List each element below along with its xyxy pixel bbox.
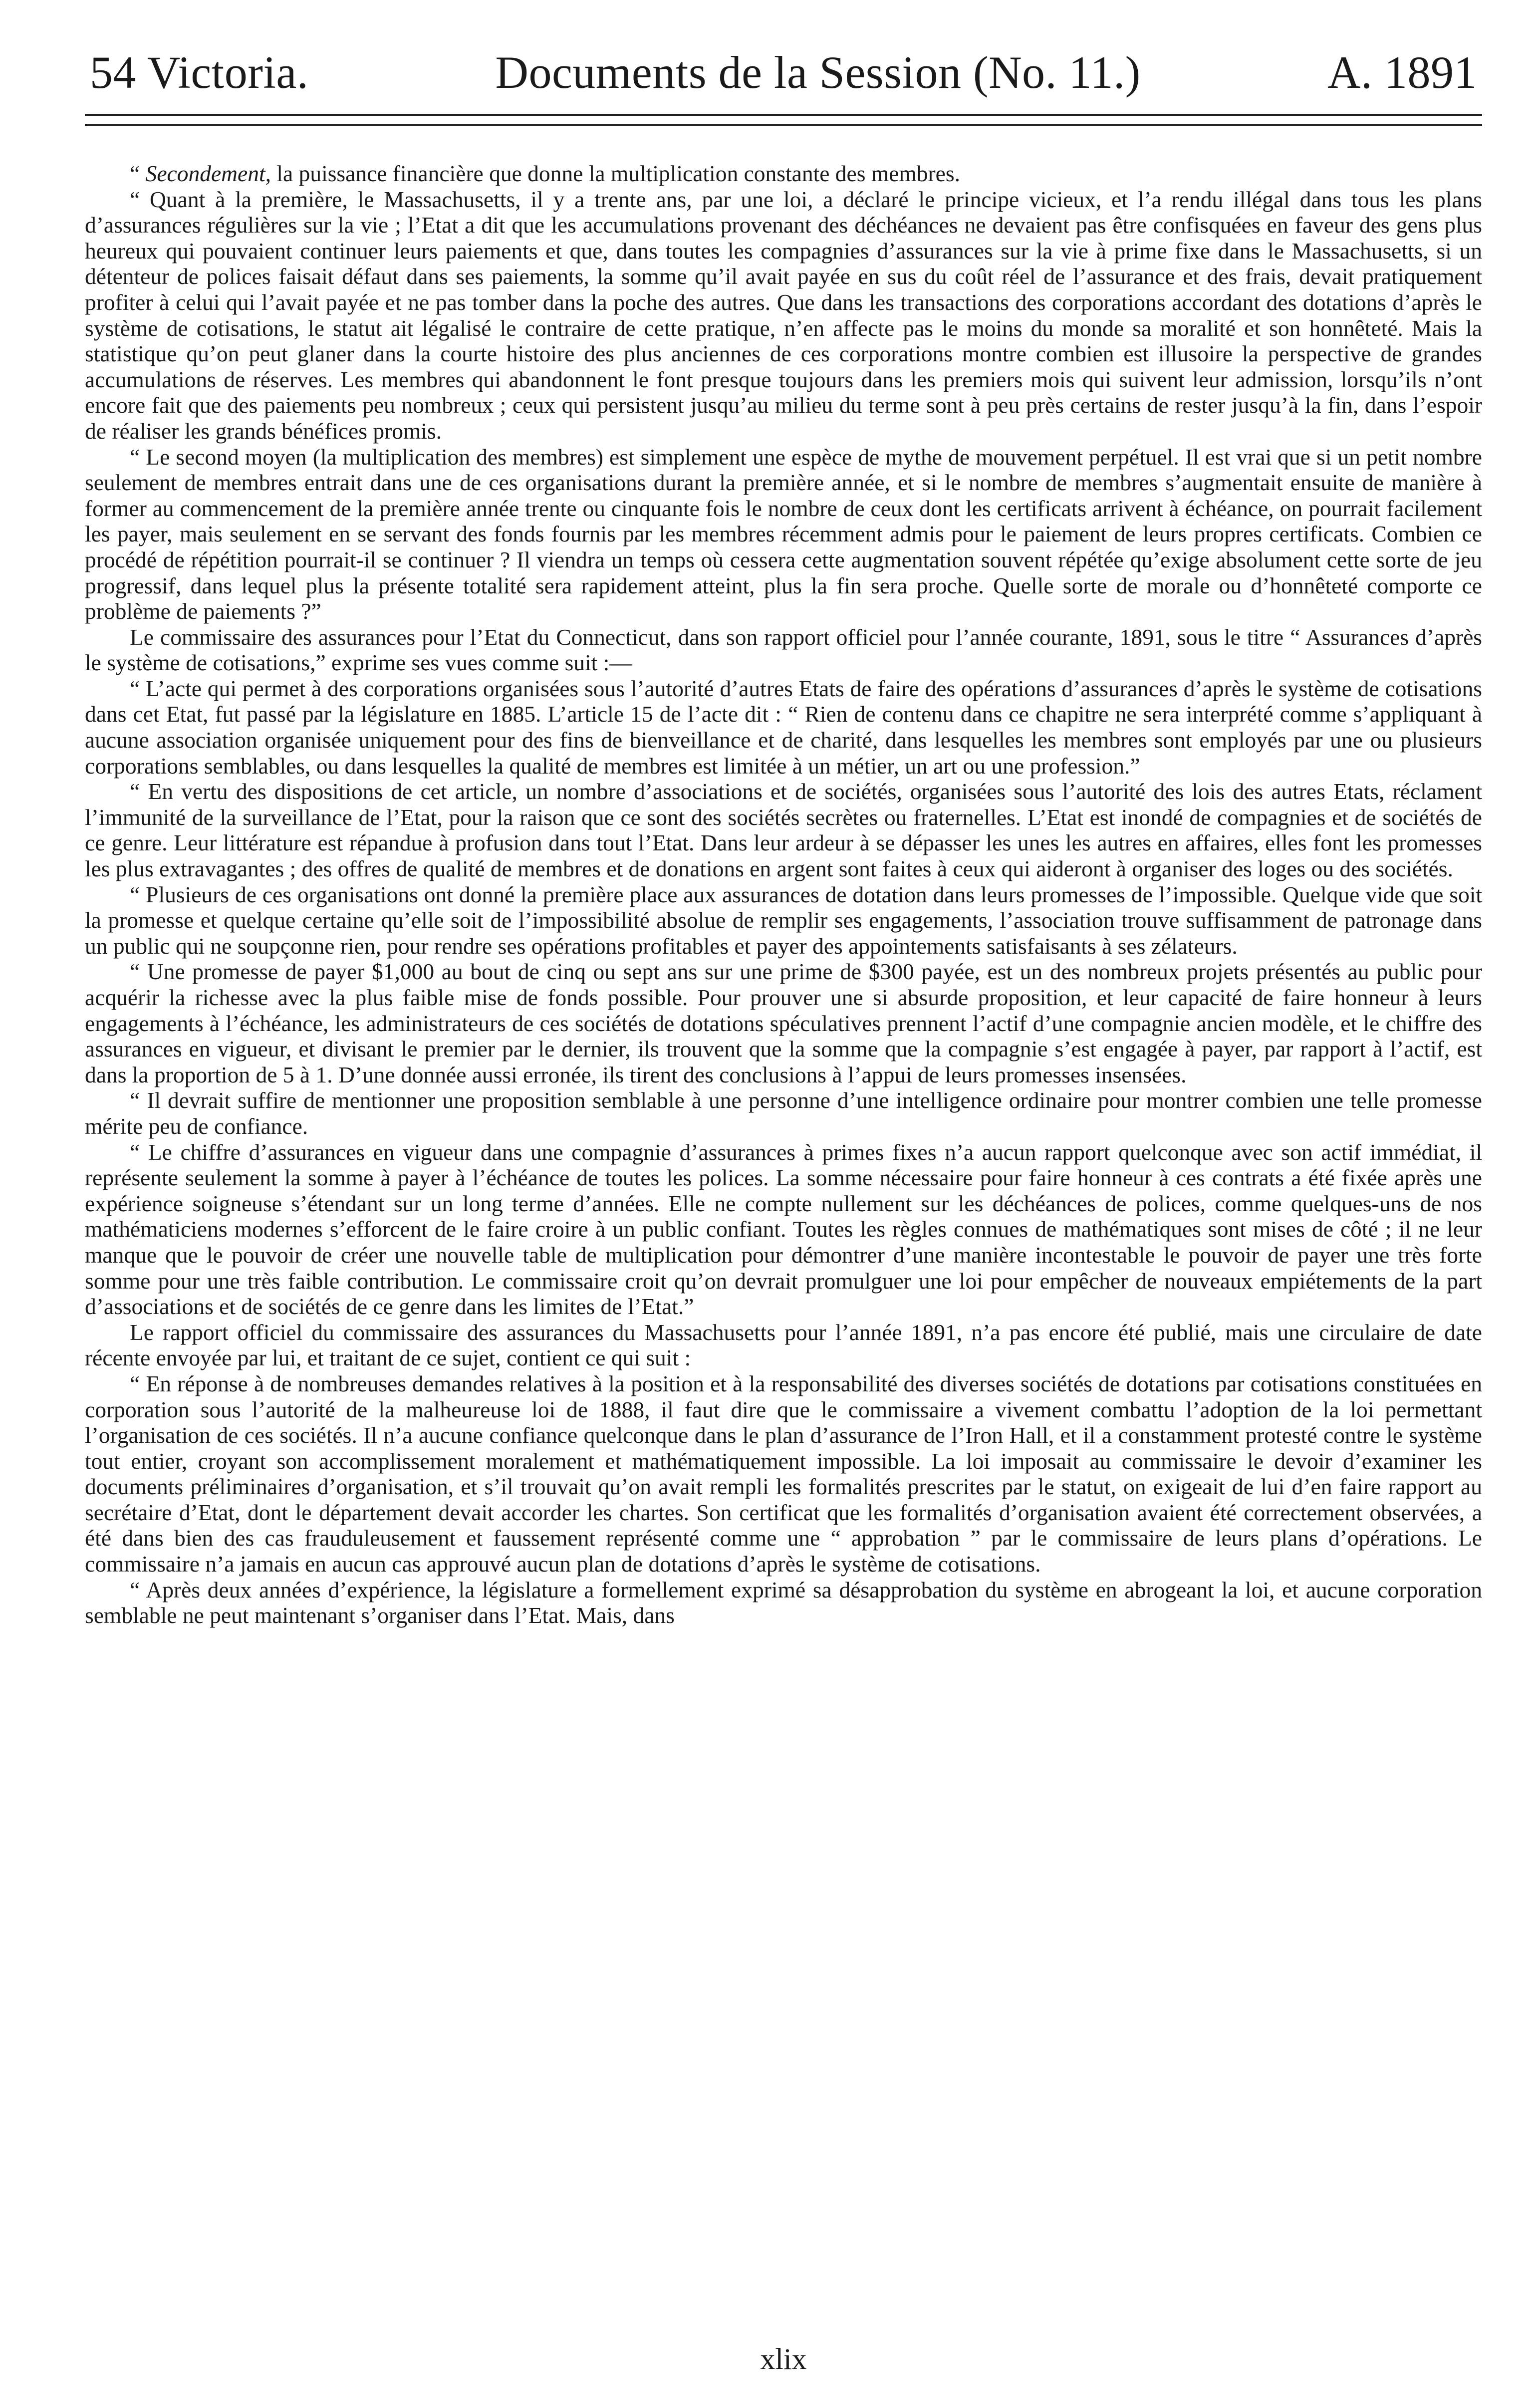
- header-rule: [85, 114, 1482, 126]
- header-year: A. 1891: [1327, 47, 1477, 98]
- paragraph-text: la puissance financière que donne la multiplication constante des membres.: [270, 161, 960, 186]
- body-text: [85, 161, 1482, 1628]
- page-number: xlix: [760, 2343, 807, 2376]
- header-title: Documents de la Session (No. 11.): [495, 47, 1141, 98]
- paragraph: “ Plusieurs de ces organisations ont donné la première place aux assurances de dotation dans leurs promesses de l’impossible. Quelque vide que soit la promesse et quelque certaine qu’elle soit de l’impossibilité absolue de remplir ses engagements, l’association trouve suffisamment de patronage dans un public qui ne soupçonne rien, pour rendre ses opérations profitables et payer des appointements satisfaisants à ses zélateurs.: [85, 881, 1482, 959]
- running-header: [85, 45, 1482, 100]
- italic-lead: Secondement,: [145, 161, 271, 186]
- paragraph: “ Le second moyen (la multiplication des membres) est simplement une espèce de mythe de mouvement perpétuel. Il est vrai que si un petit nombre seulement de membres entrait dans une de ces organisations durant la première année, et si le nombre de membres s’augmentait ensuite de manière à former au commencement de la première année trente ou cinquante fois le nombre de ceux dont les certificats arrivent à échéance, on pourrait facilement les payer, mais seulement en se servant des fonds fournis par les membres récemment admis pour le paiement de leurs propres certificats. Combien ce procédé de répétition pourrait-il se continuer ? Il viendra un temps où cessera cette augmentation souvent répétée qu’exige absolument cette sorte de jeu progressif, dans lequel plus la présente totalité sera rapidement atteint, plus la fin sera proche. Quelle sorte de morale ou d’honnêteté comporte ce problème de paiements ?”: [85, 444, 1482, 624]
- header-volume: 54 Victoria.: [90, 47, 309, 98]
- paragraph: “ Quant à la première, le Massachusetts, il y a trente ans, par une loi, a déclaré le principe vicieux, et l’a rendu illégal dans tous les plans d’assurances régulières sur la vie ; l’Etat a dit que les accumulations provenant des déchéances ne devaient pas être confisquées en faveur des gens plus heureux qui pouvaient continuer leurs paiements et que, dans toutes les compagnies d’assurances sur la vie à prime fixe dans le Massachusetts, si un détenteur de polices faisait défaut dans ses paiements, la somme qu’il avait payée en sus du coût réel de l’assurance et des frais, devait pratiquement profiter à celui qui l’avait payée et ne pas tomber dans la poche des autres. Que dans les transactions des corporations accordant des dotations d’après le système de cotisations, le statut ait légalisé le contraire de cette pratique, n’en affecte pas le moins du monde sa moralité et son honnêteté. Mais la statistique qu’on peut glaner dans la courte histoire des plus anciennes de ces corporations montre combien est illusoire la perspective de grandes accumulations de réserves. Les membres qui abandonnent le font presque toujours dans les premiers mois qui suivent leur admission, lorsqu’ils n’ont encore fait que des paiements peu nombreux ; ceux qui persistent jusqu’au milieu du terme sont à peu près certains de rester jusqu’à la fin, dans l’espoir de réaliser les grands bénéfices promis.: [85, 186, 1482, 444]
- paragraph: “ Le chiffre d’assurances en vigueur dans une compagnie d’assurances à primes fixes n’a aucun rapport quelconque avec son actif immédiat, il représente seulement la somme à payer à l’échéance de toutes les polices. La somme nécessaire pour faire honneur à ces contrats a été fixée après une expérience soigneuse s’étendant sur un long terme d’années. Elle ne compte nullement sur les déchéances de polices, comme quelques-uns de nos mathématiciens modernes s’efforcent de le faire croire à un public confiant. Toutes les règles connues de mathématiques sont mises de côté ; il ne leur manque que le pouvoir de créer une nouvelle table de multiplication pour démontrer d’une manière incontestable le pouvoir de payer une très forte somme pour une très faible contribution. Le commissaire croit qu’on devrait promulguer une loi pour empêcher de nouveaux empiétements de la part d’associations et de sociétés de ce genre dans les limites de l’Etat.”: [85, 1139, 1482, 1320]
- paragraph: “ En réponse à de nombreuses demandes relatives à la position et à la responsabilité des diverses sociétés de dotations par cotisations constituées en corporation sous l’autorité de la malheureuse loi de 1888, il faut dire que le commissaire a vivement combattu l’adoption de la loi permettant l’organisation de ces sociétés. Il n’a aucune confiance quelconque dans le plan d’assurance de l’Iron Hall, et il a constamment protesté contre le système tout entier, croyant son accomplissement moralement et mathématiquement impossible. La loi imposait au commissaire le devoir d’examiner les documents préliminaires d’organisation, et s’il trouvait qu’on avait rempli les formalités prescrites par le statut, on exigeait de lui d’en faire rapport au secrétaire d’Etat, dont le département devait accorder les chartes. Son certificat que les formalités d’organisation avaient été correctement observées, a été dans bien des cas frauduleusement et faussement représenté comme une “ approbation ” par le commissaire de leurs plans d’opérations. Le commissaire n’a jamais en aucun cas approuvé aucun plan de dotations d’après le système de cotisations.: [85, 1370, 1482, 1577]
- paragraph: Le rapport officiel du commissaire des assurances du Massachusetts pour l’année 1891, n’a pas encore été publié, mais une circulaire de date récente envoyée par lui, et traitant de ce sujet, contient ce qui suit :: [85, 1319, 1482, 1371]
- paragraph: “ Après deux années d’expérience, la législature a formellement exprimé sa désapprobation du système en abrogeant la loi, et aucune corporation semblable ne peut maintenant s’organiser dans l’Etat. Mais, dans: [85, 1577, 1482, 1628]
- paragraph: “ L’acte qui permet à des corporations organisées sous l’autorité d’autres Etats de faire des opérations d’assurances d’après le système de cotisations dans cet Etat, fut passé par la législature en 1885. L’article 15 de l’acte dit : “ Rien de contenu dans ce chapitre ne sera interprété comme s’appliquant à aucune association organisée uniquement pour des fins de bienveillance et de charité, dans lesquelles les membres sont employés par une ou plusieurs corporations semblables, ou dans lesquelles la qualité de membres est limitée à un métier, un art ou une profession.”: [85, 675, 1482, 779]
- document-page: [85, 45, 1482, 2381]
- paragraph: “ Une promesse de payer $1,000 au bout de cinq ou sept ans sur une prime de $300 payée, est un des nombreux projets présentés au public pour acquérir la richesse avec la plus faible mise de fonds possible. Pour prouver une si absurde proposition, et leur capacité de faire honneur à leurs engagements à l’échéance, les administrateurs de ces sociétés de dotations spéculatives prennent l’actif d’une compagnie ancien modèle, et le chiffre des assurances en vigueur, et divisant le premier par le dernier, ils trouvent que la somme que la compagnie s’est engagée à payer, par rapport à l’actif, est dans la proportion de 5 à 1. D’une donnée aussi erronée, ils tirent des conclusions à l’appui de leurs promesses insensées.: [85, 959, 1482, 1087]
- paragraph: “ Secondement, la puissance financière que donne la multiplication constante des membres.: [130, 161, 960, 186]
- paragraph: Le commissaire des assurances pour l’Etat du Connecticut, dans son rapport officiel pour l’année courante, 1891, sous le titre “ Assurances d’après le système de cotisations,” exprime ses vues comme suit :—: [85, 624, 1482, 676]
- paragraph: “ En vertu des dispositions de cet article, un nombre d’associations et de sociétés, organisées sous l’autorité des lois des autres Etats, réclament l’immunité de la surveillance de l’Etat, pour la raison que ce sont des sociétés secrètes ou fraternelles. L’Etat est inondé de compagnies et de sociétés de ce genre. Leur littérature est répandue à profusion dans tout l’Etat. Dans leur ardeur à se dépasser les unes les autres en affaires, elles font les promesses les plus extravagantes ; des offres de qualité de membres et de donations en argent sont faites à ceux qui aideront à organiser des loges ou des sociétés.: [85, 779, 1482, 882]
- paragraph: “ Il devrait suffire de mentionner une proposition semblable à une personne d’une intelligence ordinaire pour montrer combien une telle promesse mérite peu de confiance.: [85, 1087, 1482, 1139]
